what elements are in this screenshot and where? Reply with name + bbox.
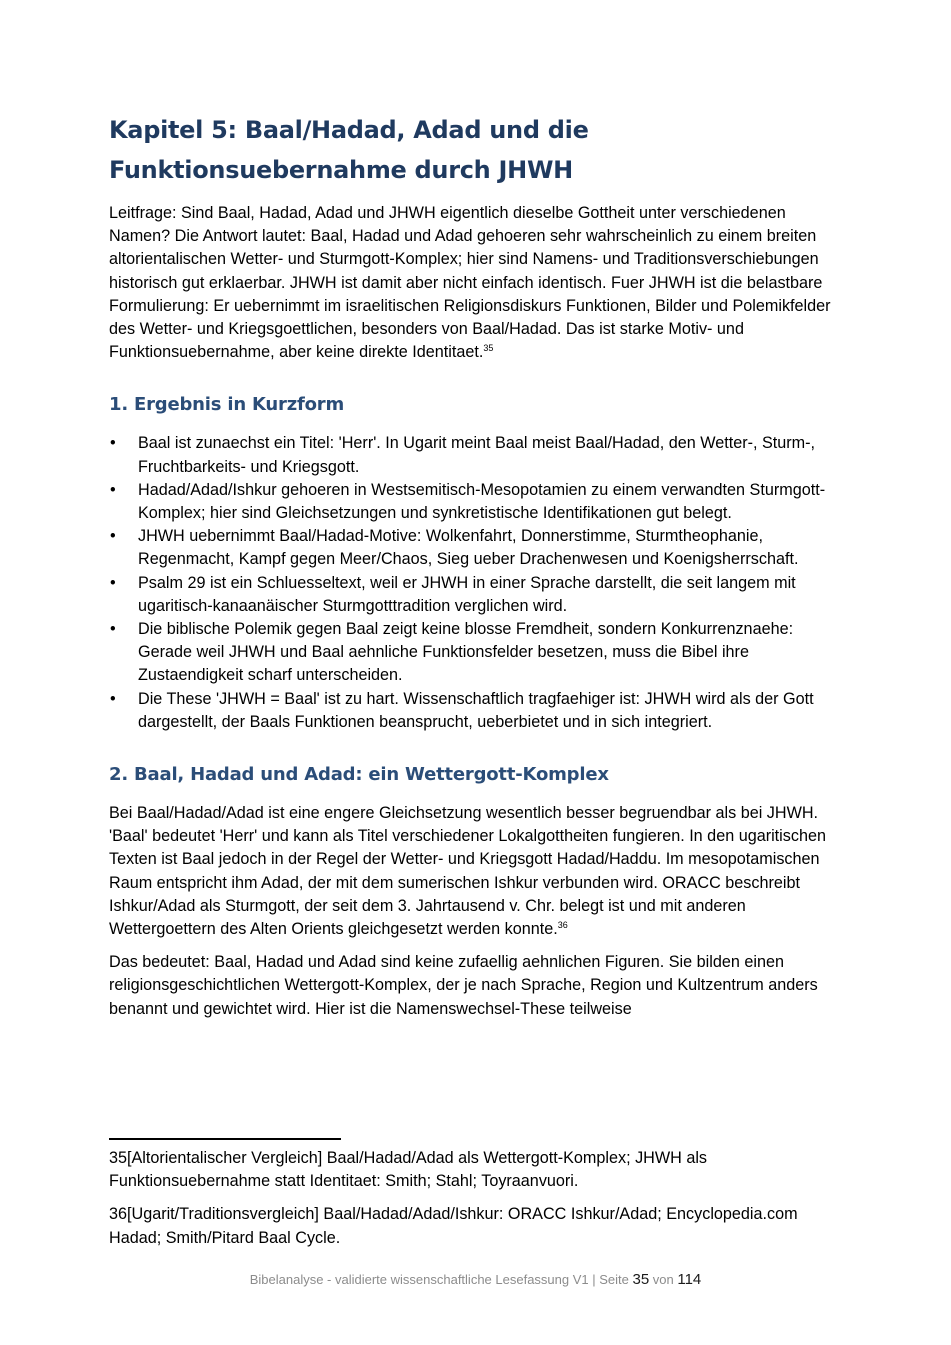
list-item: • Die biblische Polemik gegen Baal zeigt keine blosse Fremdheit, sondern Konkurrenznaehe: Gerade weil JHWH und Baal aehnliche Funktionsfelder besetzen, muss die Bibel ihre Zustaendigkeit scharf unterscheiden. [110, 620, 794, 685]
bullet-icon: • [110, 434, 116, 453]
footer-of: von [649, 1272, 678, 1287]
footnote-36: 36[Ugarit/Traditionsvergleich] Baal/Hadad/Adad/Ishkur: ORACC Ishkur/Adad; Encyclopedia.com Hadad; Smith/Pitard Baal Cycle. [109, 1205, 798, 1247]
footnote-ref-36[interactable]: 36 [557, 920, 568, 931]
section-heading-1: 1. Ergebnis in Kurzform [109, 394, 345, 416]
bullet-icon: • [110, 620, 116, 639]
body-paragraph-2: Das bedeutet: Baal, Hadad und Adad sind keine zufaellig aehnlichen Figuren. Sie bilden einen religionsgeschichtlichen Wettergott-Komplex, der je nach Sprache, Region und Kultzentrum anders benannt und gewichtet wird. Hier ist die Namenswechsel-These teilweise [109, 953, 818, 1018]
intro-text: Leitfrage: Sind Baal, Hadad, Adad und JHWH eigentlich dieselbe Gottheit unter verschiedenen Namen? Die Antwort lautet: Baal, Hadad und Adad gehoeren sehr wahrscheinlich zu einem breiten altorientalischen Wetter- und Sturmgott-Komplex; hier sind Namens- und Traditionsverschiebungen historisch gut erklaerbar. JHWH ist damit aber nicht einfach identisch. Fuer JHWH ist die belastbare Formulierung: Er uebernimmt im israelitischen Religionsdiskurs Funktionen, Bilder und Polemikfelder des Wetter- und Kriegsgoettlichen, besonders von Baal/Hadad. Das ist starke Motiv- und Funktionsuebernahme, aber keine direkte Identitaet. [109, 204, 831, 362]
footer-text: Bibelanalyse - validierte wissenschaftliche Lesefassung V1 | Seite [249, 1272, 633, 1287]
page-number: 35 [632, 1271, 650, 1288]
list-item: • Psalm 29 ist ein Schluesseltext, weil er JHWH in einer Sprache darstellt, die seit langem mit ugaritisch-kanaanäischer Sturmgotttradition verglichen wird. [110, 573, 796, 615]
intro-paragraph [109, 202, 841, 364]
list-item: • Baal ist zunaechst ein Titel: 'Herr'. In Ugarit meint Baal meist Baal/Hadad, den Wetter-, Sturm-, Fruchtbarkeits- und Kriegsgott. [110, 434, 816, 476]
bullet-icon: • [110, 527, 116, 546]
section-heading-2: 2. Baal, Hadad und Adad: ein Wettergott-Komplex [109, 764, 609, 786]
footnote-ref-35[interactable]: 35 [483, 343, 494, 354]
list-item: • JHWH uebernimmt Baal/Hadad-Motive: Wolkenfahrt, Donnerstimme, Sturmtheophanie, Regenmacht, Kampf gegen Meer/Chaos, Sieg ueber Drachenwesen und Koenigsherrschaft. [110, 527, 799, 569]
body-paragraph-1: Bei Baal/Hadad/Adad ist eine engere Gleichsetzung wesentlich besser begruendbar als bei JHWH. 'Baal' bedeutet 'Herr' und kann als Titel verschiedener Lokalgottheiten fungieren. In den ugaritischen Texten ist Baal jedoch in der Regel der Wetter- und Kriegsgott Hadad/Haddu. Im mesopotamischen Raum entspricht ihm Adad, der mit dem sumerischen Ishkur verbunden wird. ORACC beschreibt Ishkur/Adad als Sturmgott, der seit dem 3. Jahrtausend v. Chr. belegt ist und mit anderen Wettergoettern des Alten Orients gleichgesetzt werden konnte.$^{36}$ [109, 804, 826, 939]
footnotes [109, 1147, 841, 1260]
bullet-icon: • [110, 573, 116, 592]
page-footer [0, 1271, 951, 1288]
list-item: • Die These 'JHWH = Baal' ist zu hart. Wissenschaftlich tragfaehiger ist: JHWH wird als der Gott dargestellt, der Baals Funktionen beansprucht, ueberbietet und in sich integriert. [110, 689, 814, 731]
bullet-icon: • [110, 480, 116, 499]
page-content [109, 110, 841, 1031]
summary-list [109, 432, 841, 734]
list-item: • Hadad/Adad/Ishkur gehoeren in Westsemitisch-Mesopotamien zu einem verwandten Sturmgott-Komplex; hier sind Gleichsetzungen und synkretistische Identifikationen gut belegt. [110, 480, 826, 523]
total-pages: 114 [677, 1271, 702, 1288]
chapter-title: Kapitel 5: Baal/Hadad, Adad und die Funktionsuebernahme durch JHWH [109, 116, 589, 184]
bullet-icon: • [110, 689, 116, 708]
footnote-35: 35[Altorientalischer Vergleich] Baal/Hadad/Adad als Wettergott-Komplex; JHWH als Funktionsuebernahme statt Identitaet: Smith; Stahl; Toyraanvuori. [109, 1149, 708, 1191]
footnote-divider [109, 1138, 341, 1140]
